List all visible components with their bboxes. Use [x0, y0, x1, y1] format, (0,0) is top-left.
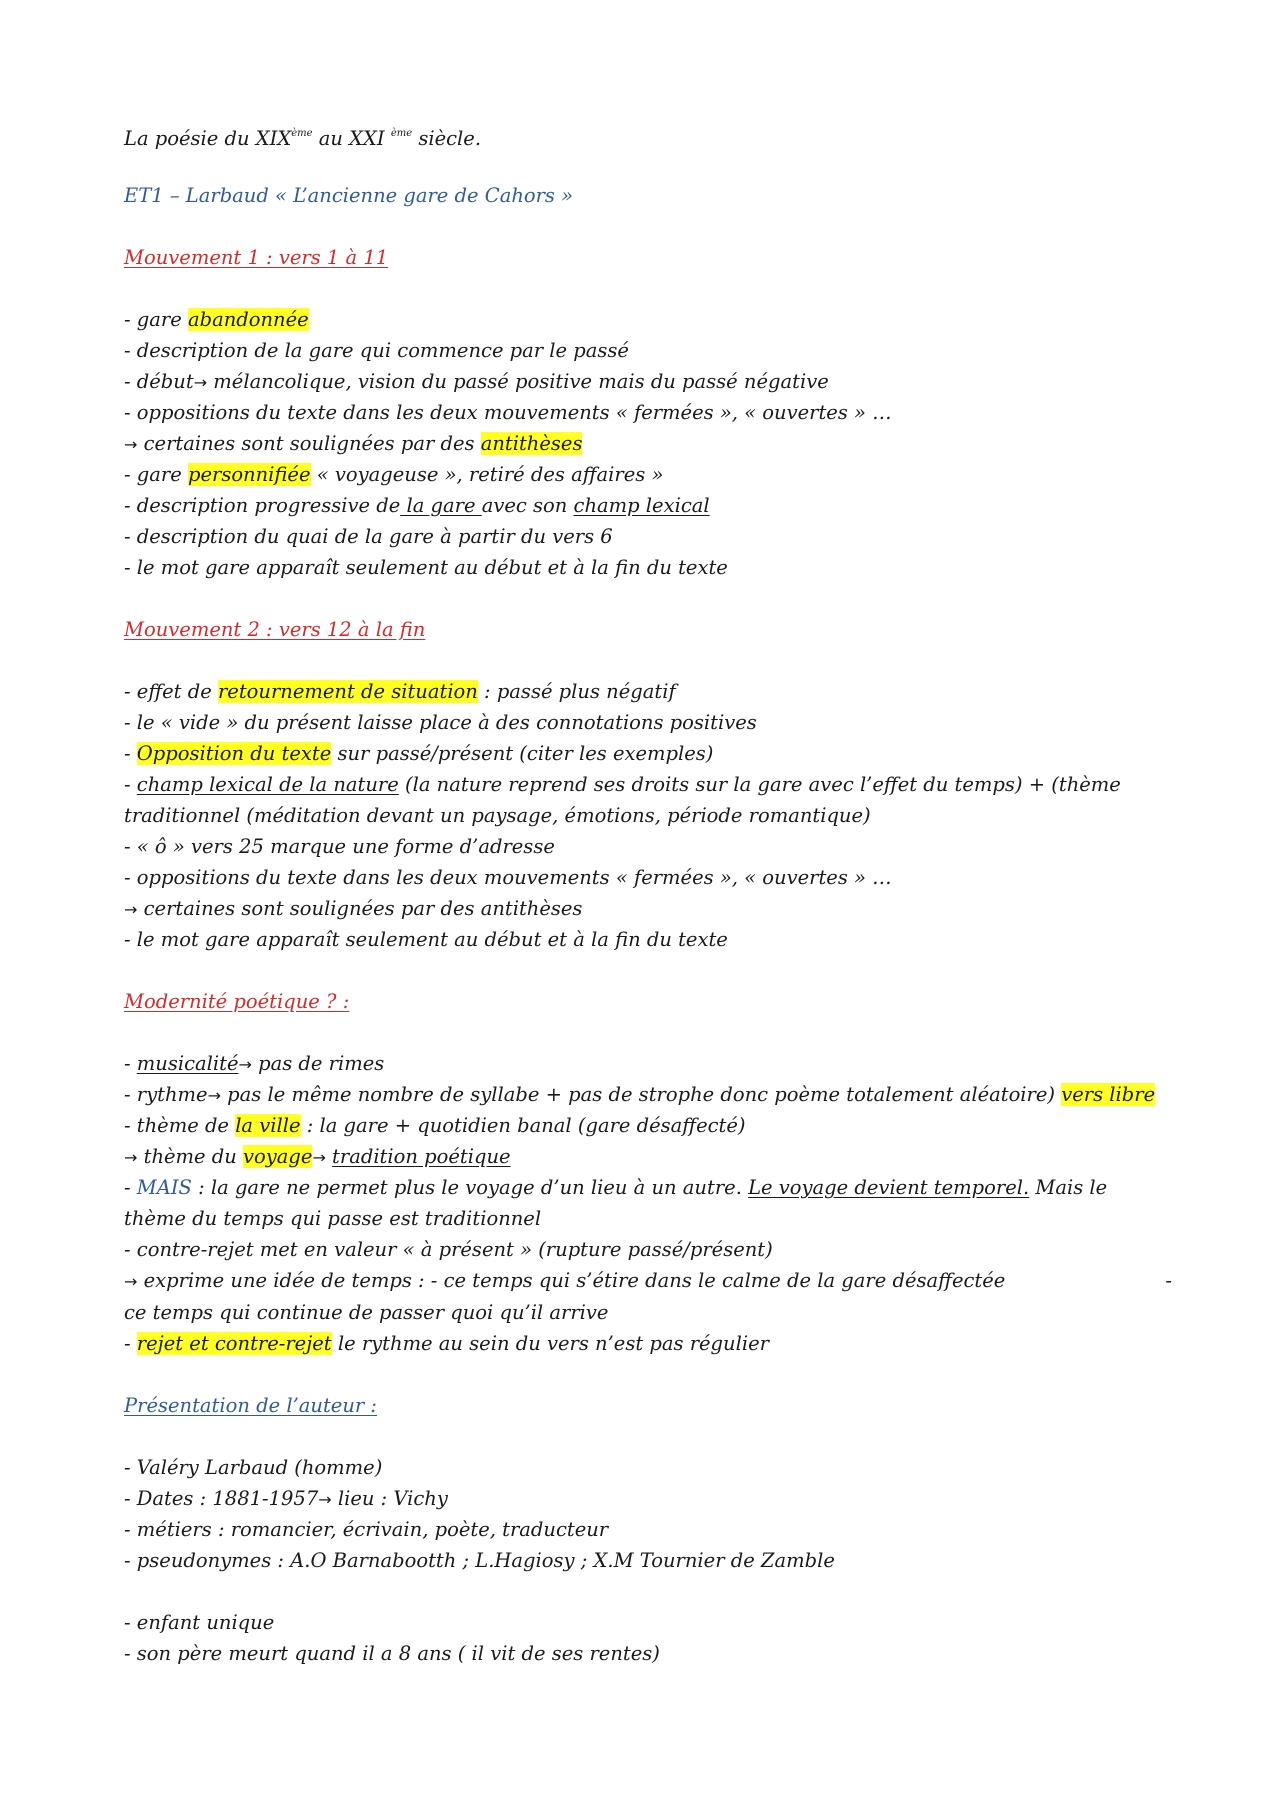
list-item: - oppositions du texte dans les deux mouvements « fermées », « ouvertes » …: [124, 401, 892, 424]
section-heading-modernite: Modernité poétique ? :: [124, 990, 350, 1013]
page-title: La poésie du XIXème au XXI $^{ème}$ siècle.: [124, 127, 482, 150]
list-item: - champ lexical de la nature (la nature reprend ses droits sur la gare avec l’effet du temps) + (thème traditionnel (méditation devant un paysage, émotions, période romantique): [124, 773, 1121, 827]
list-item: - gare personnifiée « voyageuse », retiré des affaires »: [124, 463, 664, 486]
text-subtitle: ET1 – Larbaud « L’ancienne gare de Cahors »: [124, 184, 574, 207]
section-heading-mouvement-1: Mouvement 1 : vers 1 à 11: [124, 246, 389, 269]
list-item: → certaines sont soulignées par des antithèses: [124, 432, 583, 455]
list-item: - Valéry Larbaud (homme): [124, 1456, 383, 1479]
list-item: - description progressive de la gare avec son champ lexical: [124, 494, 710, 517]
list-item: - pseudonymes : A.O Barnabootth ; L.Hagiosy ; X.M Tournier de Zamble: [124, 1549, 835, 1572]
list-item: - « ô » vers 25 marque une forme d’adresse: [124, 835, 555, 858]
arrow-right-icon: →: [193, 373, 208, 392]
list-item: - oppositions du texte dans les deux mouvements « fermées », « ouvertes » …: [124, 866, 892, 889]
arrow-right-icon: →: [124, 900, 138, 919]
list-item: - Dates : 1881-1957→ lieu : Vichy: [124, 1487, 448, 1510]
list-item: - rythme→ pas le même nombre de syllabe + pas de strophe donc poème totalement aléatoire) vers libre: [124, 1083, 1156, 1106]
list-item: - description du quai de la gare à partir du vers 6: [124, 525, 613, 548]
list-item: - rejet et contre-rejet le rythme au sein du vers n’est pas régulier: [124, 1332, 769, 1355]
list-item: - le mot gare apparaît seulement au début et à la fin du texte: [124, 928, 728, 951]
list-item: - contre-rejet met en valeur « à présent » (rupture passé/présent): [124, 1238, 773, 1261]
list-item: - description de la gare qui commence par le passé: [124, 339, 629, 362]
arrow-right-icon: →: [318, 1490, 332, 1509]
section-heading-auteur: Présentation de l’auteur :: [124, 1394, 377, 1417]
list-item: - son père meurt quand il a 8 ans ( il vit de ses rentes): [124, 1642, 660, 1665]
arrow-right-icon: →: [312, 1148, 326, 1167]
arrow-right-icon: →: [124, 1148, 138, 1167]
arrow-right-icon: →: [124, 1272, 138, 1291]
document-page: [124, 118, 1174, 1669]
list-item: - musicalité→ pas de rimes: [124, 1052, 385, 1075]
list-item: - Opposition du texte sur passé/présent (citer les exemples): [124, 742, 714, 765]
list-item: → thème du voyage→ tradition poétique: [124, 1145, 511, 1168]
list-item: - enfant unique: [124, 1611, 275, 1634]
list-item: - MAIS : la gare ne permet plus le voyage d’un lieu à un autre. Le voyage devient temporel. Mais le thème du temps qui passe est traditionnel: [124, 1176, 1108, 1230]
list-item: → exprime une idée de temps : - ce temps qui s’étire dans le calme de la gare désaffectée - ce temps qui continue de passer quoi qu’il arrive: [124, 1269, 1172, 1324]
arrow-right-icon: →: [207, 1086, 221, 1105]
list-item: - le mot gare apparaît seulement au début et à la fin du texte: [124, 556, 728, 579]
arrow-right-icon: →: [124, 435, 138, 454]
list-item: - début→ mélancolique, vision du passé positive mais du passé négative: [124, 370, 829, 393]
section-heading-mouvement-2: Mouvement 2 : vers 12 à la fin: [124, 618, 426, 641]
list-item: - thème de la ville : la gare + quotidien banal (gare désaffecté): [124, 1114, 746, 1137]
list-item: → certaines sont soulignées par des antithèses: [124, 897, 583, 920]
list-item: - le « vide » du présent laisse place à des connotations positives: [124, 711, 757, 734]
arrow-right-icon: →: [238, 1055, 252, 1074]
list-item: - effet de retournement de situation : passé plus négatif: [124, 680, 676, 703]
list-item: - métiers : romancier, écrivain, poète, traducteur: [124, 1518, 609, 1541]
list-item: - gare abandonnée: [124, 308, 309, 331]
